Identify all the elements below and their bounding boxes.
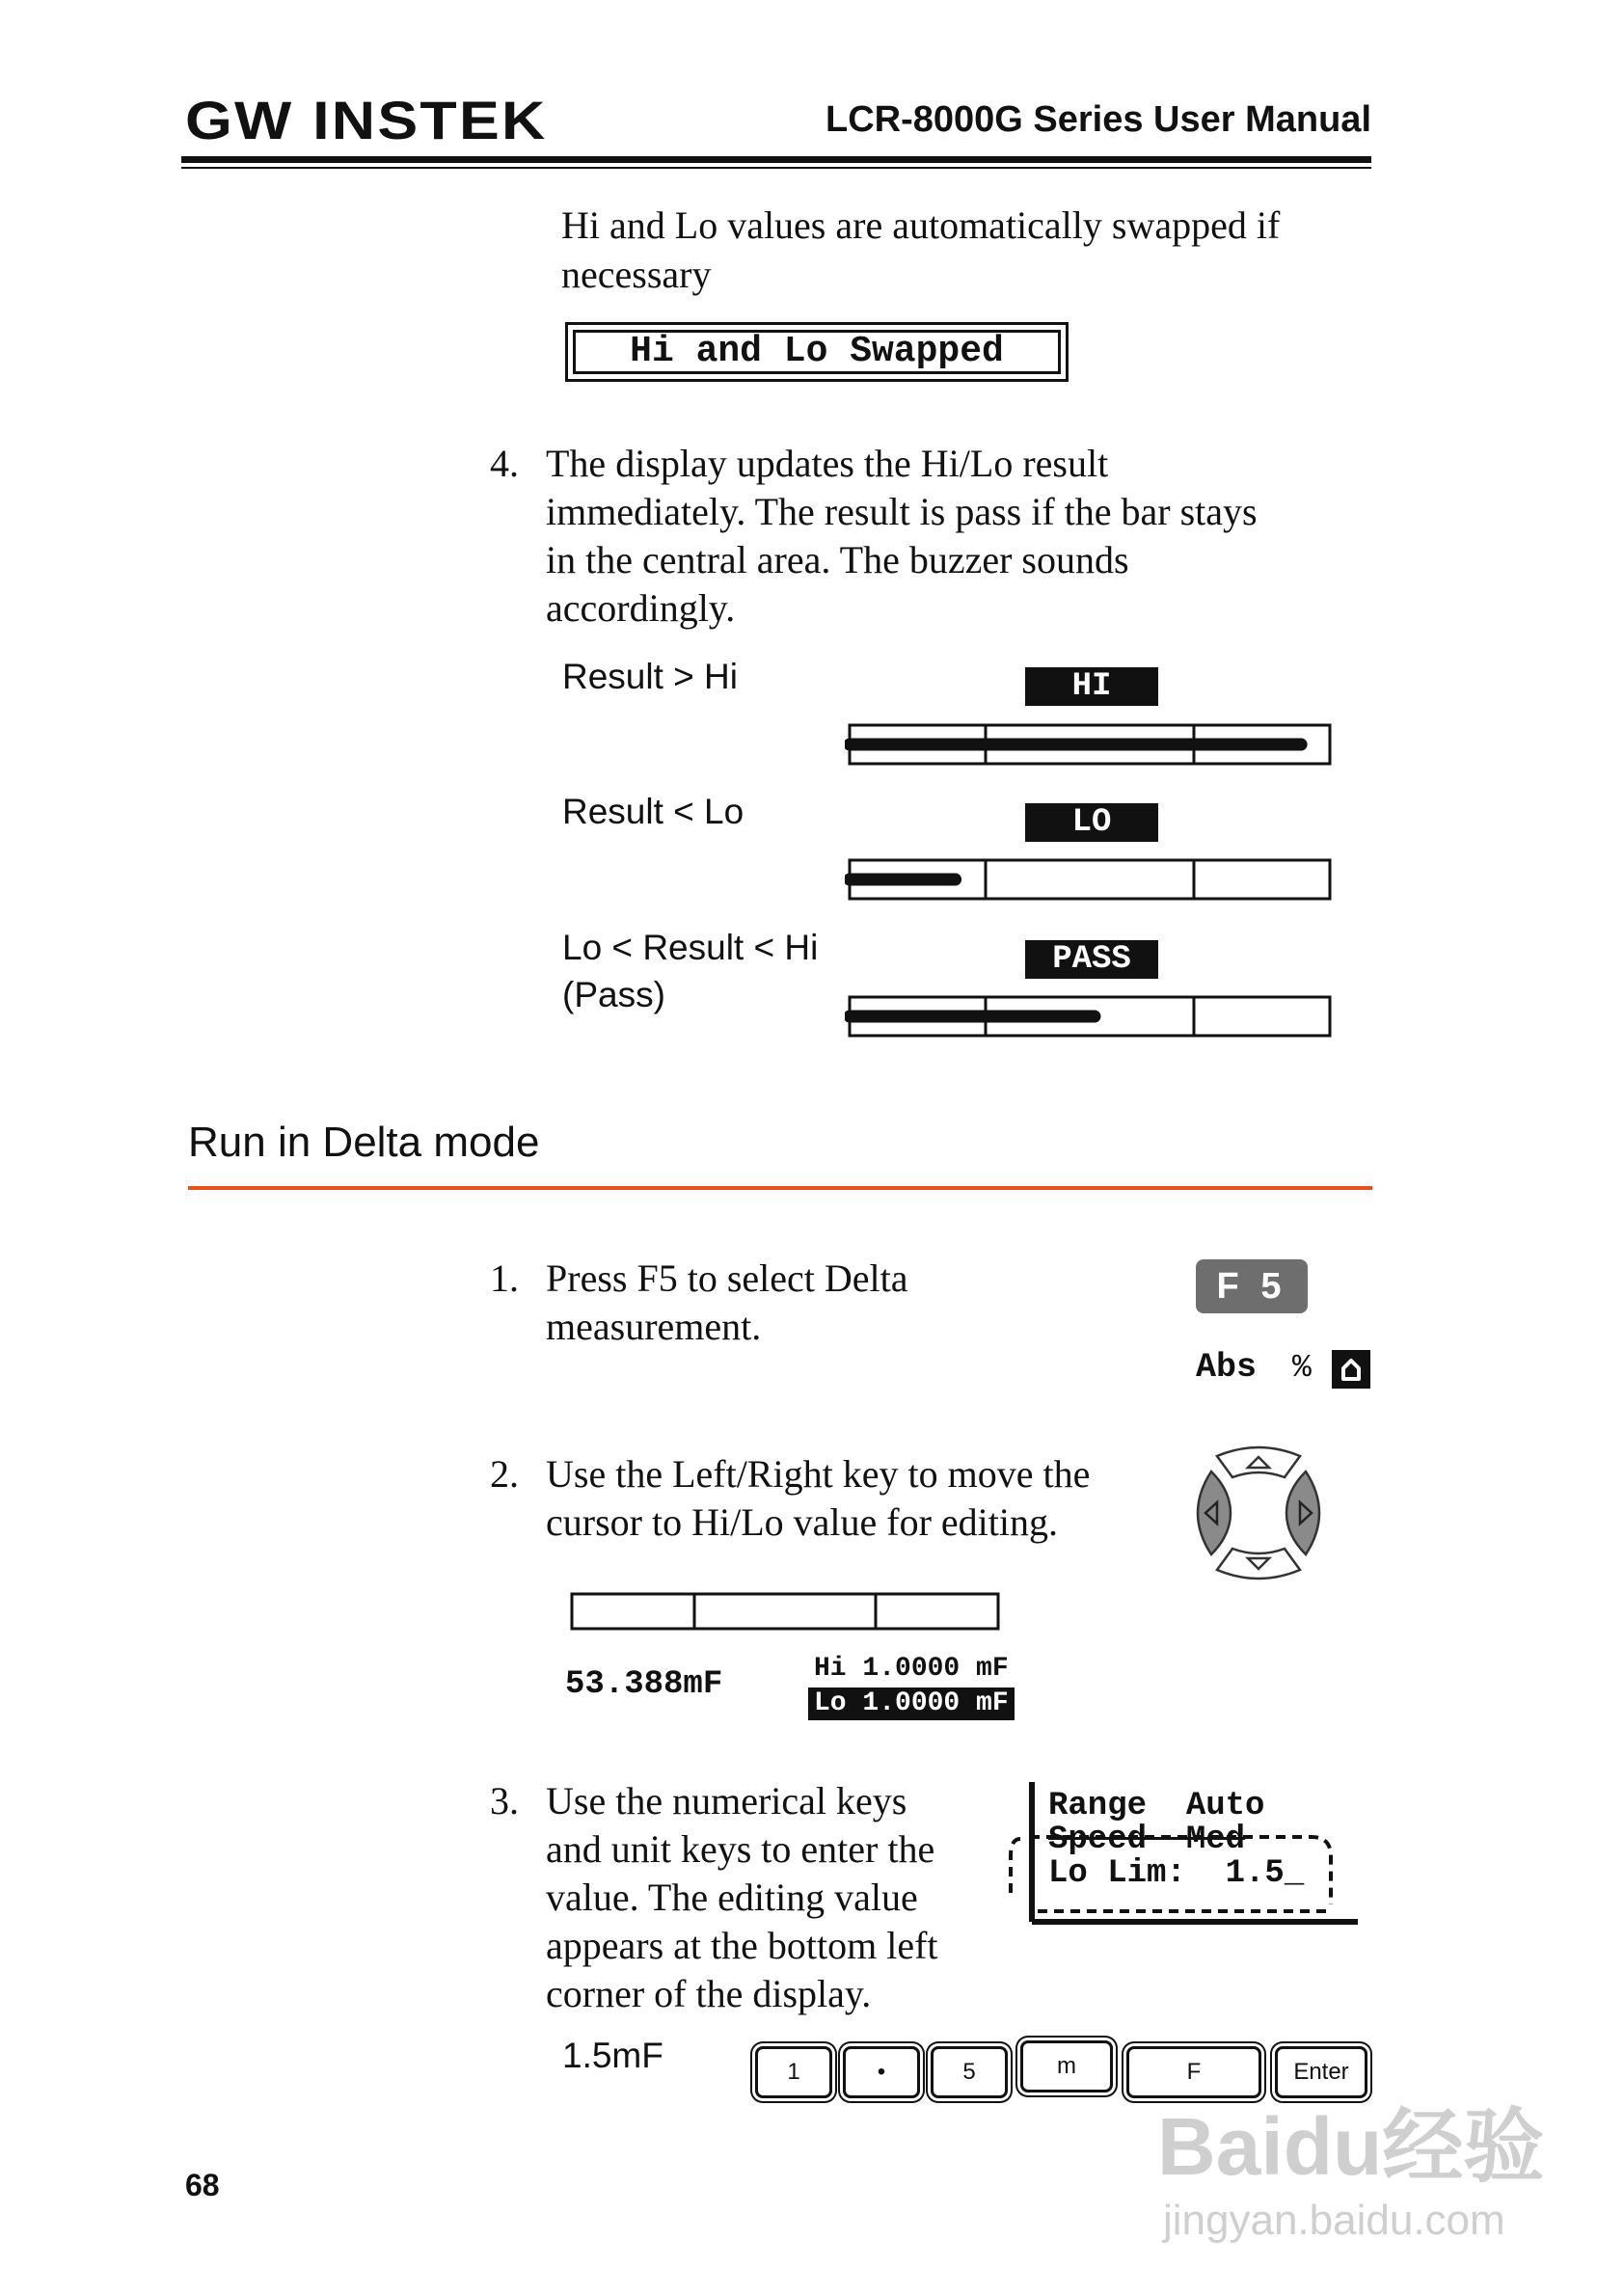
delta-step3-line: appears at the bottom left	[546, 1924, 938, 1967]
home-icon	[1332, 1350, 1370, 1389]
watermark-url: jingyan.baidu.com	[1163, 2197, 1505, 2244]
key-decimal[interactable]: •	[843, 2046, 920, 2098]
delta-bar	[569, 1591, 1003, 1637]
result-label-hi: Result > Hi	[562, 657, 738, 696]
step-number: 3.	[490, 1779, 519, 1822]
result-label-pass: Lo < Result < Hi	[562, 928, 819, 967]
measured-reading: 53.388mF	[565, 1666, 723, 1703]
header-rule-thin	[181, 167, 1371, 169]
softkey-percent-label: %	[1292, 1350, 1312, 1386]
delta-step2-line: Use the Left/Right key to move the	[546, 1452, 1091, 1496]
step-number: 4.	[490, 442, 519, 485]
delta-step2-line: cursor to Hi/Lo value for editing.	[546, 1500, 1058, 1544]
delta-step1-line: measurement.	[546, 1305, 762, 1348]
result-bar-lo	[845, 856, 1335, 903]
delta-step3-line: and unit keys to enter the	[546, 1827, 935, 1871]
step4-line: accordingly.	[546, 586, 736, 630]
right-arrow-key[interactable]	[1286, 1472, 1319, 1554]
key-enter[interactable]: Enter	[1275, 2046, 1367, 2098]
result-bar-pass	[845, 993, 1335, 1040]
watermark-logo-text: Baidu经验	[1157, 2101, 1545, 2192]
step4-line: in the central area. The buzzer sounds	[546, 538, 1129, 581]
key-m[interactable]: m	[1020, 2040, 1113, 2092]
hi-limit-value: Hi 1.0000 mF	[814, 1654, 1009, 1684]
result-bar-hi	[845, 721, 1335, 768]
step-number: 1.	[490, 1256, 519, 1300]
down-arrow-key[interactable]	[1217, 1549, 1300, 1579]
lo-limit-value: Lo 1.0000 mF	[808, 1688, 1015, 1720]
arrow-keypad	[1188, 1443, 1329, 1583]
key-5[interactable]: 5	[931, 2046, 1008, 2098]
key-1[interactable]: 1	[755, 2046, 832, 2098]
section-title: Run in Delta mode	[188, 1119, 540, 1166]
step4-line: immediately. The result is pass if the bar stays	[546, 490, 1258, 533]
step-number: 2.	[490, 1452, 519, 1496]
page-number: 68	[185, 2168, 220, 2202]
softkey-abs-label: Abs	[1196, 1348, 1258, 1387]
swap-message-display	[565, 322, 1069, 382]
bar-frame	[572, 1594, 998, 1629]
delta-step3-line: Use the numerical keys	[546, 1779, 907, 1822]
brand-logo: GW INSTEK	[185, 90, 548, 150]
hi-badge: HI	[1025, 667, 1158, 706]
intro-text-line1: Hi and Lo values are automatically swapped if	[561, 203, 1281, 247]
key-f[interactable]: F	[1126, 2046, 1261, 2098]
entry-value-label: 1.5mF	[562, 2036, 663, 2075]
lcd-speed-line: Speed Med	[1048, 1822, 1246, 1858]
swap-message: Hi and Lo Swapped	[573, 330, 1061, 374]
result-label-lo: Result < Lo	[562, 792, 744, 831]
f5-key[interactable]: F 5	[1196, 1259, 1308, 1313]
left-arrow-key[interactable]	[1198, 1472, 1231, 1554]
delta-step1-line: Press F5 to select Delta	[546, 1256, 908, 1300]
intro-text-line2: necessary	[561, 253, 712, 296]
delta-step3-line: value. The editing value	[546, 1876, 918, 1919]
header-rule	[181, 156, 1371, 163]
pass-badge: PASS	[1025, 940, 1158, 979]
manual-title: LCR-8000G Series User Manual	[825, 99, 1371, 140]
lcd-lolim-line: Lo Lim: 1.5_	[1048, 1855, 1305, 1892]
lo-badge: LO	[1025, 803, 1158, 842]
up-arrow-key[interactable]	[1217, 1447, 1300, 1477]
lcd-range-line: Range Auto	[1048, 1788, 1265, 1824]
result-label-pass-note: (Pass)	[562, 975, 665, 1014]
step4-line: The display updates the Hi/Lo result	[546, 442, 1109, 485]
section-rule	[188, 1186, 1372, 1190]
delta-step3-line: corner of the display.	[546, 1972, 872, 2015]
